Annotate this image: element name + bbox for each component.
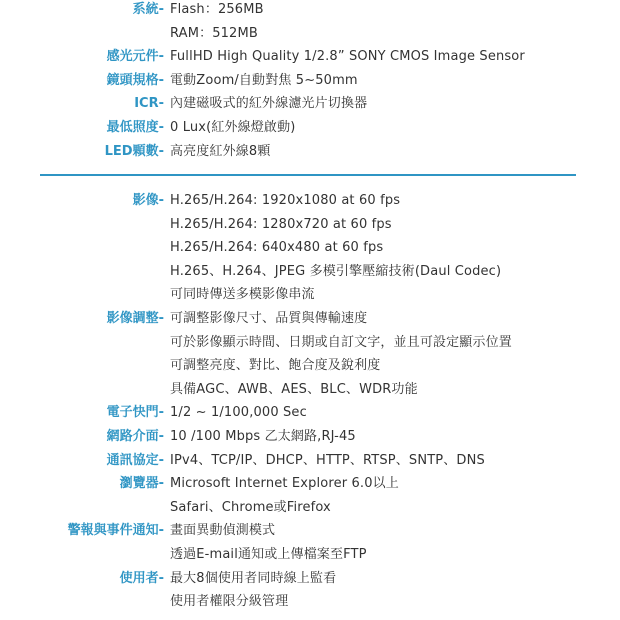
spec-row-sensor xyxy=(0,45,620,69)
spec-label: 影像- xyxy=(132,193,164,208)
spec-row-lens xyxy=(0,69,620,93)
spec-label: 最低照度- xyxy=(106,119,164,135)
spec-value: Safari、Chrome或Firefox xyxy=(170,499,331,515)
spec-value: 電動Zoom/自動對焦 5~50mm xyxy=(170,72,358,88)
spec-label: 瀏覽器- xyxy=(119,476,164,492)
spec-row-protocols xyxy=(0,449,620,473)
spec-value: 可於影像顯示時間、日期或自訂文字，並且可設定顯示位置 xyxy=(170,334,512,350)
spec-label: 感光元件- xyxy=(106,49,164,65)
spec-value: H.265、H.264、JPEG 多模引擎壓縮技術(Daul Codec) xyxy=(170,263,502,279)
spec-row-image-adjust xyxy=(0,307,620,401)
spec-value: H.265/H.264: 640x480 at 60 fps xyxy=(170,240,384,256)
spec-value: RAM：512MB xyxy=(170,25,258,41)
spec-row-browser xyxy=(0,472,620,519)
spec-label: 網路介面- xyxy=(106,428,164,444)
spec-value: 高亮度紅外線8顆 xyxy=(170,143,271,159)
spec-value: H.265/H.264: 1280x720 at 60 fps xyxy=(170,216,392,232)
spec-value: 內建磁吸式的紅外線濾光片切換器 xyxy=(170,96,368,112)
spec-value: 使用者權限分級管理 xyxy=(170,594,289,610)
spec-value: 畫面異動偵測模式 xyxy=(170,523,276,539)
spec-value: 10 /100 Mbps 乙太網路,RJ-45 xyxy=(170,428,356,444)
spec-value: Flash：256MB xyxy=(170,2,264,17)
spec-label: 電子快門- xyxy=(106,405,164,421)
spec-value: 1/2 ~ 1/100,000 Sec xyxy=(170,405,307,421)
spec-row-led-count xyxy=(0,140,620,164)
spec-value: 可調整亮度、對比、飽合度及銳利度 xyxy=(170,358,381,374)
spec-row-system xyxy=(0,0,620,45)
spec-row-shutter xyxy=(0,401,620,425)
spec-value: 可調整影像尺寸、品質與傳輸速度 xyxy=(170,310,368,326)
spec-row-min-illumination xyxy=(0,116,620,140)
spec-value: H.265/H.264: 1920x1080 at 60 fps xyxy=(170,193,401,208)
spec-label: ICR- xyxy=(134,96,164,112)
spec-row-users xyxy=(0,567,620,614)
spec-row-icr xyxy=(0,92,620,116)
spec-value: 可同時傳送多模影像串流 xyxy=(170,287,315,303)
spec-group-hardware xyxy=(0,0,620,163)
spec-row-video xyxy=(0,189,620,307)
spec-value: 0 Lux(紅外線燈啟動) xyxy=(170,119,296,135)
spec-value: 具備AGC、AWB、AES、BLC、WDR功能 xyxy=(170,381,418,397)
spec-label: 警報與事件通知- xyxy=(67,523,164,539)
spec-value: 透過E-mail通知或上傳檔案至FTP xyxy=(170,546,367,562)
spec-label: LED顆數- xyxy=(104,143,164,159)
spec-value: IPv4、TCP/IP、DHCP、HTTP、RTSP、SNTP、DNS xyxy=(170,452,485,468)
spec-label: 系統- xyxy=(132,2,164,17)
spec-value: FullHD High Quality 1/2.8” SONY CMOS Image Sensor xyxy=(170,49,525,65)
spec-label: 通訊協定- xyxy=(106,452,164,468)
spec-value: 最大8個使用者同時線上監看 xyxy=(170,570,337,586)
spec-label: 使用者- xyxy=(119,570,164,586)
spec-label: 鏡頭規格- xyxy=(106,72,164,88)
spec-value: Microsoft Internet Explorer 6.0以上 xyxy=(170,476,399,492)
spec-row-network xyxy=(0,425,620,449)
section-divider xyxy=(40,174,576,176)
spec-row-alarm xyxy=(0,519,620,566)
spec-group-software xyxy=(0,189,620,614)
spec-label: 影像調整- xyxy=(106,310,164,326)
